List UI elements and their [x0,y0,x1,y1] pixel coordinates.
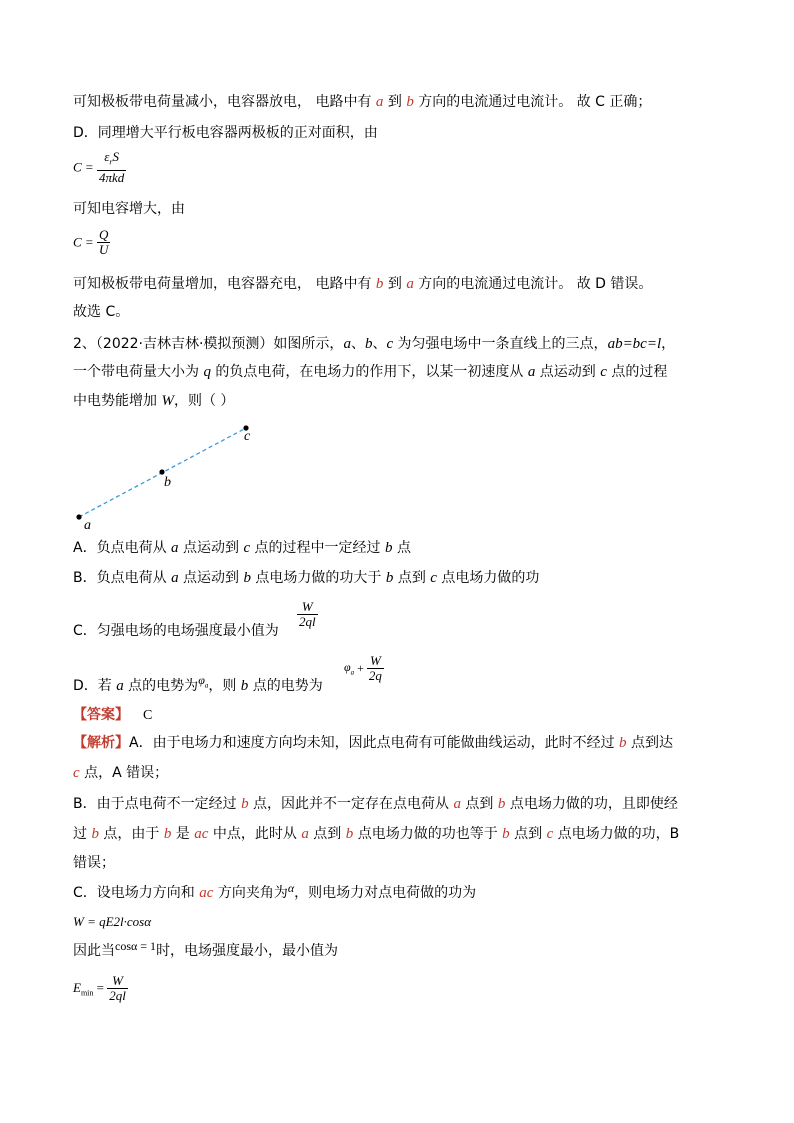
analysis-line-2 [73,763,168,783]
analysis-line-4 [73,824,679,844]
text-segment: 的负点电荷，在电场力的作用下，以某一初速度从 [210,364,528,380]
text-line-1 [73,92,651,112]
text-line-4 [73,274,652,294]
text-segment: 点的电势为 [248,678,323,694]
text-segment: 点到 [460,796,498,812]
option-d-expression [344,654,384,683]
text-segment: ，则（ ） [173,393,235,409]
var-b: b [385,540,393,556]
var-b: b [243,570,251,586]
fraction-denominator: 2q [368,668,382,683]
fraction-denominator: 2ql [109,988,126,1003]
text-segment: 中电势能增加 [73,393,162,409]
var-b: b [91,826,99,842]
var-b: b [406,94,414,110]
question-line-1 [73,334,675,354]
label-b: b [164,475,171,490]
phi-a [198,673,209,690]
text-segment: 点 [392,540,411,556]
eq-lhs: C = [73,234,94,250]
option-d [73,673,323,701]
fraction-numerator: Q [98,227,109,242]
text-segment: 点，A 错误； [79,765,169,781]
text-segment: 因此当 [73,943,115,959]
phi-sub: a [350,668,355,677]
sep: ， [661,336,676,352]
text-segment: 点，因此并不一定存在点电荷从 [248,796,454,812]
option-c [73,621,279,641]
equation-capacitance [73,150,126,185]
text-segment: 错误； [73,855,115,871]
text-segment: ，则电场力对点电荷做的功为 [294,885,477,901]
text-segment: 点到 [393,570,431,586]
var-c: c [430,570,437,586]
text-segment: 点到 [308,826,346,842]
var-a: a [301,826,309,842]
text-segment: 可知极板带电荷量减小，电容器放电， 电路中有 [73,94,376,110]
eps: ε [104,149,110,164]
fraction [107,974,128,1003]
point-b [159,469,164,474]
fraction [97,150,126,185]
text-segment: 一个带电荷量大小为 [73,364,204,380]
sep: 、 [350,336,365,352]
text-segment: 点电场力做的功 [436,570,540,586]
var-c: c [600,364,607,380]
analysis-line-1 [73,733,673,753]
text-segment: C．匀强电场的电场强度最小值为 [73,623,279,639]
text-segment: 可知极板带电荷量增加，电容器充电， 电路中有 [73,276,376,292]
var-c: c [243,540,251,556]
point-a [76,514,81,519]
var-b: b [385,570,394,586]
text-segment: B．负点电荷从 [73,570,172,586]
label-c: c [244,429,251,444]
text-segment: 时，电场强度最小，最小值为 [156,943,339,959]
var-c: c [546,826,554,842]
var-alpha: α [287,881,295,895]
fraction [97,228,110,257]
equation-c-q-u [73,228,110,257]
text-segment: 点运动到 [178,570,244,586]
text-segment: 点的电势为 [123,678,199,694]
text-segment: 点，由于 [98,826,164,842]
min-sub: min [80,988,94,998]
var-ac: ac [194,826,209,842]
phi: φ [344,660,351,675]
eps-sub: r [109,157,113,167]
fraction-numerator [97,150,126,170]
phi: φ [198,673,205,687]
var-b: b [375,276,384,292]
option-b [73,568,539,588]
text-segment: 点电场力做的功，B [553,826,680,842]
answer-label: 【答案】 [73,707,129,723]
var-a: a [171,570,179,586]
var-b: b [364,336,373,352]
text-segment: 点的过程 [606,364,668,380]
text-segment: 点运动到 [178,540,244,556]
var-b: b [619,735,627,751]
var-c: c [73,765,80,781]
eq-lhs: C = [73,159,94,175]
text-segment: 方向的电流通过电流计。 故 D 错误。 [413,276,653,292]
phi-a [344,660,355,677]
text-segment: 中点，此时从 [208,826,302,842]
var-w: W [161,393,174,409]
text-line-2 [73,123,378,143]
option-c-fraction [297,600,318,629]
sep: 、 [372,336,387,352]
label-a: a [84,518,91,533]
var-a: a [343,336,351,352]
fraction [367,654,384,683]
var-a: a [453,796,461,812]
var-b: b [345,826,354,842]
var-q: q [203,364,211,380]
var-b: b [241,796,249,812]
plus-sign: + [354,661,367,675]
var-a: a [406,276,414,292]
text-segment: A．负点电荷从 [73,540,172,556]
equation-text: W = qE2l·cosα [73,914,152,929]
text-segment: 2、（2022·吉林吉林·模拟预测）如图所示， [73,336,344,352]
var-a: a [375,94,384,110]
text-segment: 点的过程中一定经过 [250,540,386,556]
fraction-numerator: W [370,653,381,668]
var-b: b [497,796,506,812]
var-a: a [116,678,124,694]
analysis-line-3 [73,794,678,814]
fraction-numerator: W [301,599,313,614]
text-segment: 为匀强电场中一条直线上的三点， [393,336,608,352]
text-segment: 到 [383,94,407,110]
emin-lhs [73,979,104,998]
text-segment: 点运动到 [535,364,601,380]
answer-line [73,705,152,726]
text-segment: 方向夹角为 [213,885,288,901]
question-line-3 [73,391,234,411]
text-segment: A．由于电场力和速度方向均未知，因此点电荷有可能做曲线运动，此时不经过 [129,735,620,751]
text-segment: 方向的电流通过电流计。 故 C 正确； [413,94,652,110]
text-segment: 到 [383,276,407,292]
equation-emin [73,974,128,1003]
text-line-5 [73,302,129,322]
analysis-label: 【解析】 [73,735,129,751]
figure-line-abc [70,420,270,535]
text-segment: 点到 [509,826,547,842]
var-a: a [171,540,179,556]
text-segment: 是 [171,826,195,842]
analysis-line-7 [73,941,338,961]
var-b: b [240,678,249,694]
phi-sub: a [204,681,209,690]
var-ac: ac [199,885,214,901]
text-segment: 可知电容增大，由 [73,201,185,217]
text-segment: ，则 [208,678,241,694]
analysis-line-6 [73,883,476,903]
analysis-line-5 [73,853,115,873]
answer-value: C [143,708,153,723]
area-s: S [112,149,119,164]
text-segment: 点到达 [626,735,673,751]
text-segment: C．设电场力方向和 [73,885,200,901]
fraction-denominator: U [98,242,109,257]
text-segment: 点电场力做的功大于 [250,570,386,586]
equals: = [93,979,104,995]
text-segment: B．由于点电荷不一定经过 [73,796,242,812]
text-segment: D．若 [73,678,117,694]
var-c: c [386,336,394,352]
question-line-2 [73,362,667,382]
fraction-denominator: 2ql [299,614,316,629]
var-a: a [527,364,536,380]
eq-ab-bc-l: ab=bc=l [607,336,662,352]
e-symbol: E [73,979,81,995]
fraction-numerator: W [112,973,123,988]
equation-work [73,914,151,930]
text-segment: 点电场力做的功也等于 [353,826,503,842]
text-segment: 过 [73,826,92,842]
fraction-denominator: 4πkd [98,169,125,185]
var-b: b [502,826,510,842]
option-a [73,538,411,558]
cos-equals-one: cosα = 1 [115,939,157,953]
text-segment: 故选 C。 [73,304,130,320]
text-segment: D．同理增大平行板电容器两极板的正对面积，由 [73,125,378,141]
text-line-3 [73,199,185,219]
var-b: b [163,826,172,842]
text-segment: 点电场力做的功，且即使经 [505,796,678,812]
